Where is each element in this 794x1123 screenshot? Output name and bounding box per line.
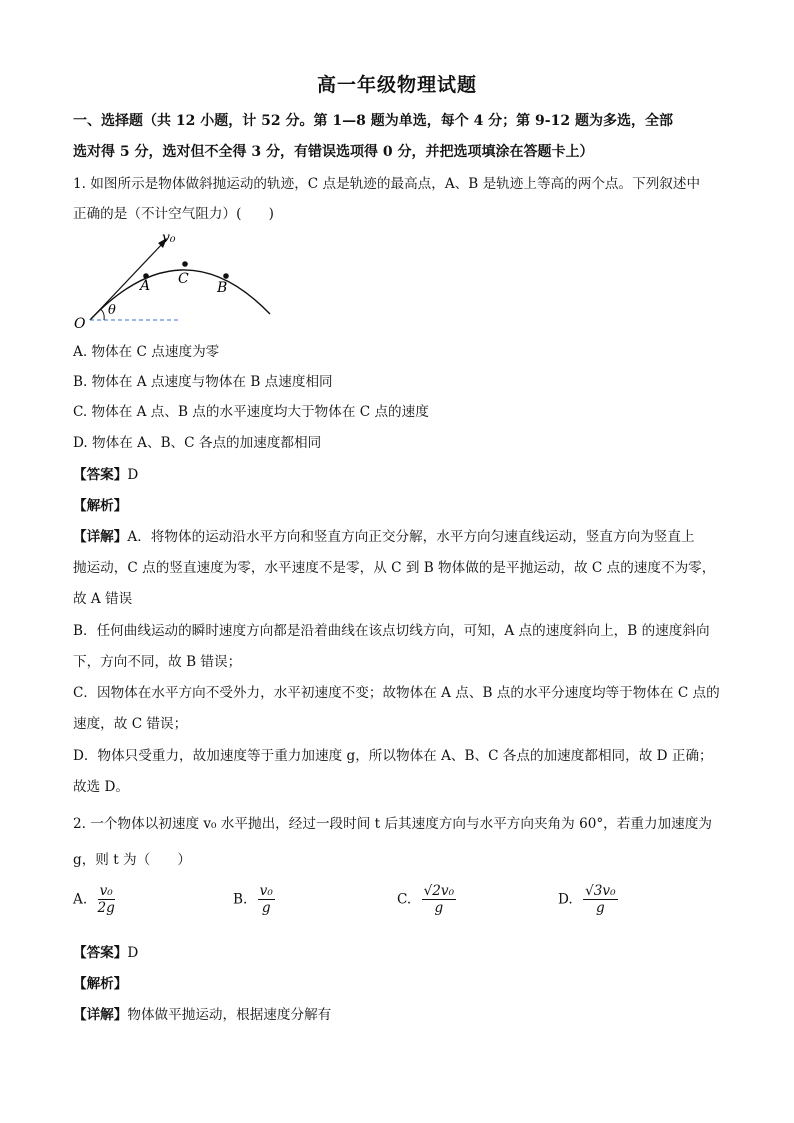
denominator: g: [261, 900, 271, 917]
q1-detail-line-5: 下，方向不同，故 B 错误；: [73, 654, 242, 670]
velocity-arrow: [90, 242, 164, 320]
label-c: C: [178, 271, 189, 287]
fraction: [422, 884, 456, 916]
numerator: √2v₀: [423, 883, 455, 899]
q1-detail-line-3: 故 A 错误: [73, 591, 133, 607]
q2-detail-line-1: [73, 1003, 331, 1023]
answer-value: D: [127, 945, 139, 961]
q2-option-b: [233, 884, 275, 916]
q1-detail-line-2: 抛运动，C 点的竖直速度为零，水平速度不是零，从 C 到 B 物体做的是平抛运动，故 C 点的速度不为零，: [73, 560, 716, 576]
q1-stem-line-2: 正确的是（不计空气阻力）( ): [73, 206, 274, 222]
option-label: D.: [558, 891, 573, 908]
numerator: √3v₀: [585, 883, 616, 899]
angle-arc: [100, 309, 104, 320]
q1-detail-line-4: B．任何曲线运动的瞬时速度方向都是沿着曲线在该点切线方向，可知，A 点的速度斜向上，B 的速度斜向: [73, 623, 710, 639]
answer-value: D: [127, 467, 139, 483]
q2-option-a: [73, 884, 115, 916]
answer-tag: 【答案】: [73, 945, 128, 961]
q2-option-c: [397, 884, 456, 916]
section-header-line-2: 选对得 5 分，选对但不全得 3 分，有错误选项得 0 分，并把选项填涂在答题卡上）: [73, 144, 594, 160]
denominator: g: [434, 900, 444, 917]
option-label: B.: [233, 891, 248, 908]
q2-stem-line-1: 2. 一个物体以初速度 v₀ 水平抛出，经过一段时间 t 后其速度方向与水平方向夹角为 60°，若重力加速度为: [73, 816, 712, 832]
option-label: A.: [73, 891, 88, 908]
fraction: [258, 884, 275, 916]
q1-option-d: D. 物体在 A、B、C 各点的加速度都相同: [73, 435, 322, 451]
fraction: [583, 884, 617, 916]
q1-detail-line-8: D．物体只受重力，故加速度等于重力加速度 g，所以物体在 A、B、C 各点的加速度都相同，故 D 正确；: [73, 748, 713, 764]
answer-tag: 【答案】: [73, 467, 128, 483]
q1-answer: [73, 463, 138, 483]
q1-detail-line-1: [73, 525, 695, 545]
q1-stem-line-1: 1. 如图所示是物体做斜抛运动的轨迹，C 点是轨迹的最高点，A、B 是轨迹上等高的两个点。下列叙述中: [73, 176, 701, 192]
q2-analysis-tag: 【解析】: [73, 976, 128, 992]
detail-tag: 【详解】: [73, 1007, 128, 1023]
page-title: 高一年级物理试题: [316, 74, 477, 96]
label-b: B: [217, 280, 228, 296]
section-header-line-1: 一、选择题（共 12 小题，计 52 分。第 1—8 题为单选，每个 4 分；第 9-12 题为多选，全部: [73, 113, 673, 129]
q1-detail-line-6: C．因物体在水平方向不受外力，水平初速度不变；故物体在 A 点、B 点的水平分速度均等于物体在 C 点的: [73, 685, 720, 701]
label-o: O: [74, 316, 86, 332]
q1-detail-line-7: 速度，故 C 错误；: [73, 716, 188, 732]
denominator: g: [595, 900, 605, 917]
detail-tag: 【详解】: [73, 529, 128, 545]
point-c-dot: [182, 261, 188, 267]
q2-stem-line-2: g，则 t 为（ ）: [73, 852, 191, 868]
option-label: C.: [397, 891, 412, 908]
denominator: 2g: [97, 900, 115, 917]
q1-option-c: C. 物体在 A 点、B 点的水平速度均大于物体在 C 点的速度: [73, 404, 429, 420]
fraction: [97, 884, 114, 916]
q2-option-d: [558, 884, 618, 916]
label-a: A: [140, 278, 151, 294]
q1-detail-line-9: 故选 D。: [73, 779, 130, 795]
q1-option-a: A. 物体在 C 点速度为零: [73, 344, 220, 360]
point-b-dot: [223, 273, 229, 279]
numerator: v₀: [259, 883, 273, 899]
q1-option-b: B. 物体在 A 点速度与物体在 B 点速度相同: [73, 374, 333, 390]
q1-analysis-tag: 【解析】: [73, 498, 128, 514]
detail-text: A．将物体的运动沿水平方向和竖直方向正交分解，水平方向匀速直线运动，竖直方向为竖直上: [127, 529, 695, 545]
numerator: v₀: [99, 883, 113, 899]
projectile-trajectory-figure: [72, 228, 282, 334]
label-v0: v₀: [162, 230, 176, 246]
detail-text: 物体做平抛运动，根据速度分解有: [127, 1007, 332, 1023]
label-theta: θ: [108, 303, 116, 318]
q2-answer: [73, 941, 138, 961]
